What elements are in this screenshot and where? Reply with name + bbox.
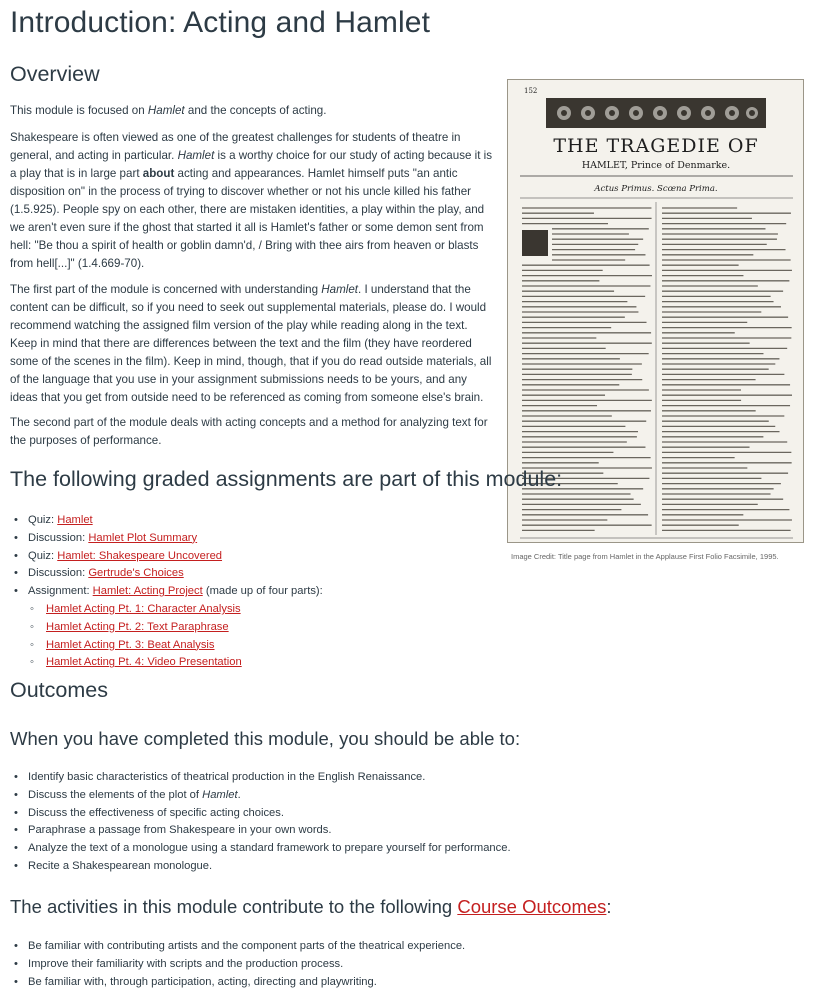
folio-text-columns xyxy=(522,208,792,530)
link-gertrudes-choices[interactable]: Gertrude's Choices xyxy=(88,567,184,580)
course-outcomes-subheading: The activities in this module contribute to the following Course Outcomes: xyxy=(10,896,612,917)
overview-paragraph-1: This module is focused on Hamlet and the concepts of acting. xyxy=(10,104,327,117)
image-caption: Image Credit: Title page from Hamlet in the Applause First Folio Facsimile, 1995. xyxy=(511,552,779,561)
outcome-item: • Paraphrase a passage from Shakespeare in your own words. xyxy=(14,822,511,840)
link-acting-pt-3[interactable]: Hamlet Acting Pt. 3: Beat Analysis xyxy=(46,638,215,651)
assignment-item-shakespeare-uncovered: • Quiz: Hamlet: Shakespeare Uncovered xyxy=(14,548,323,566)
outcomes-list xyxy=(14,769,511,876)
outcome-item: • Identify basic characteristics of theatrical production in the English Renaissance. xyxy=(14,769,511,787)
acting-part-item xyxy=(28,654,323,672)
folio-subtitle: HAMLET, Prince of Denmarke. xyxy=(581,160,731,171)
link-acting-pt-2[interactable]: Hamlet Acting Pt. 2: Text Paraphrase xyxy=(46,620,229,633)
link-shakespeare-uncovered[interactable]: Hamlet: Shakespeare Uncovered xyxy=(57,549,223,562)
assignment-list xyxy=(14,512,323,672)
folio-page-number: 152 xyxy=(524,87,538,95)
link-hamlet-acting-project[interactable]: Hamlet: Acting Project xyxy=(92,585,203,598)
acting-part-item xyxy=(28,619,323,637)
outcomes-subheading: When you have completed this module, you should be able to: xyxy=(10,728,521,749)
link-acting-pt-1[interactable]: Hamlet Acting Pt. 1: Character Analysis xyxy=(46,602,241,615)
overview-paragraph-3: The first part of the module is concerned with understanding Hamlet. I understand that the content can be difficult, so if you need to seek out supplemental materials, please do. I would recommend watching the assigned film version of the play while reading along in the text. Keep in mind that there are differences between the text and the film (they have reordered some of the scenes in the film). Keep in mind, though, that if you do read outside materials, all of the language that you use in your assignment submissions needs to be yours, and any ideas that you get from outside need to be referenced as coming from someone else's brain. xyxy=(10,283,492,404)
assignments-heading: The following graded assignments are part of this module: xyxy=(10,467,563,491)
outcome-item: • Discuss the effectiveness of specific acting choices. xyxy=(14,805,511,823)
course-outcome-item: • Be familiar with contributing artists and the component parts of the theatrical experience. xyxy=(14,938,465,956)
outcome-item: • Recite a Shakespearean monologue. xyxy=(14,858,511,876)
overview-paragraph-2: Shakespeare is often viewed as one of the greatest challenges for students of theatre in general, and acting in particular. Hamlet is a worthy choice for our study of acting because it is a play that is in large part about acting and appearances. Hamlet himself puts "an antic disposition on" in the process of trying to discover whether or not his uncle killed his father (1.5.925). People spy on each other, there are mistaken identities, a play within the play, and we aren't even sure if the ghost that started it all is Hamlet's father or some demon sent from hell: "Be thou a spirit of health or goblin damn'd, / Bring with thee airs from heaven or blasts from hell[...]" (1.4.669-70). xyxy=(10,131,493,270)
outcome-item: • Analyze the text of a monologue using a standard framework to prepare yourself for performance. xyxy=(14,840,511,858)
acting-project-parts xyxy=(28,601,323,672)
assignment-item-acting-project: • Assignment: Hamlet: Acting Project (made up of four parts): ◦ Hamlet Acting Pt. 1: Character Analysis ◦ Hamlet Acting Pt. 2: Text Paraphrase ◦ Hamlet Acting Pt. 3: Beat Analysis ◦ Hamlet Acting Pt. 4: Video Presentation xyxy=(14,583,323,672)
assignment-item-quiz-hamlet: • Quiz: Hamlet xyxy=(14,512,323,530)
link-quiz-hamlet[interactable]: Hamlet xyxy=(57,514,93,526)
link-acting-pt-4[interactable]: Hamlet Acting Pt. 4: Video Presentation xyxy=(46,656,242,669)
overview-paragraph-4: The second part of the module deals with acting concepts and a method for analyzing text for the purposes of performance. xyxy=(10,416,488,447)
acting-part-item xyxy=(28,601,323,619)
overview-heading: Overview xyxy=(10,62,100,86)
acting-part-item xyxy=(28,637,323,655)
folio-title: THE TRAGEDIE OF xyxy=(553,135,759,157)
page-title: Introduction: Acting and Hamlet xyxy=(10,6,431,39)
course-outcomes-link[interactable]: Course Outcomes xyxy=(457,896,607,917)
course-outcome-item: • Improve their familiarity with scripts and the production process. xyxy=(14,956,465,974)
assignment-item-gertrudes-choices: • Discussion: Gertrude's Choices xyxy=(14,565,323,583)
link-hamlet-plot-summary[interactable]: Hamlet Plot Summary xyxy=(88,531,198,544)
outcome-item: • Discuss the elements of the plot of Hamlet. xyxy=(14,787,511,805)
course-outcome-item: • Be familiar with, through participation, acting, directing and playwriting. xyxy=(14,974,465,992)
outcomes-heading: Outcomes xyxy=(10,678,108,702)
folio-act-heading: Actus Primus. Scœna Prima. xyxy=(594,184,718,194)
assignment-item-plot-summary: • Discussion: Hamlet Plot Summary xyxy=(14,530,323,548)
course-outcomes-list xyxy=(14,938,465,991)
